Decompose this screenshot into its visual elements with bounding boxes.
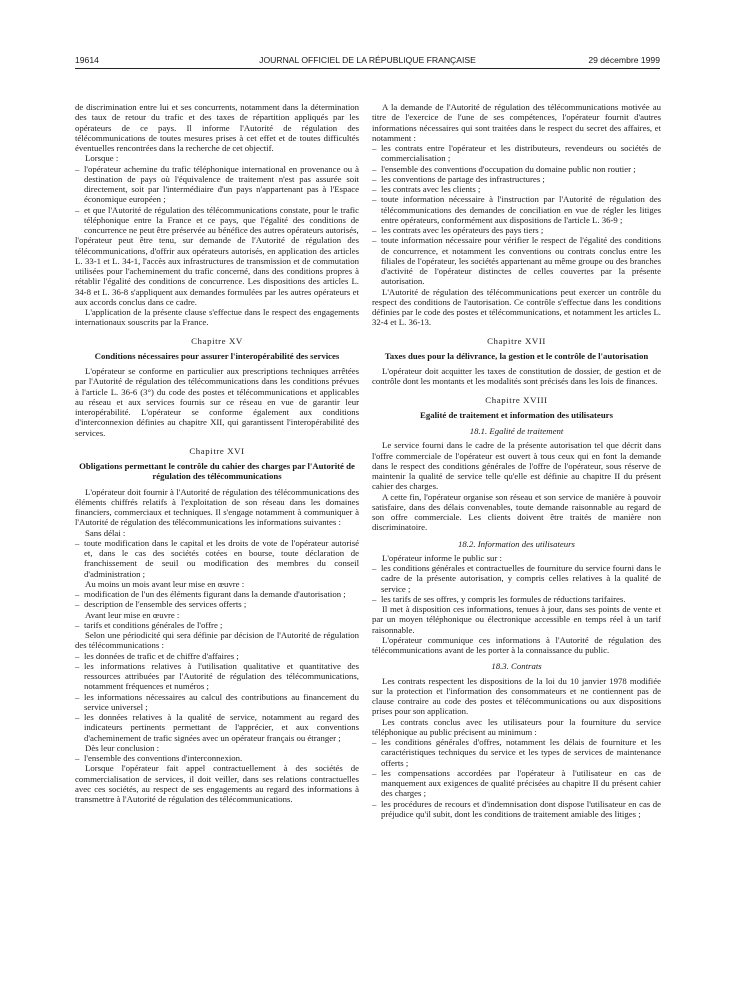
list: [75, 753, 359, 763]
list: [75, 589, 359, 610]
chapter-title: Egalité de traitement et information des utilisateurs: [420, 409, 613, 420]
paragraph: L'opérateur doit acquitter les taxes de constitution de dossier, de gestion et de contrôle dont les montants et les modalités sont précisés dans les lois de finances.: [372, 366, 661, 387]
paragraph: L'opérateur doit fournir à l'Autorité de régulation des télécommunications des éléments chiffrés relatifs à l'exploitation de son réseau dans les domaines financiers, commerciaux et techniques. Il s'engage notamment à communiquer à l'Autorité de régulation des télécommunications les informations suivantes :: [75, 486, 359, 528]
section-heading: 18.3. Contrats: [491, 661, 542, 672]
list-item: – les conventions de partage des infrastructures ;: [372, 174, 661, 184]
chapter-title: Taxes dues pour la délivrance, la gestion et le contrôle de l'autorisation: [384, 350, 649, 361]
list-item: – toute information nécessaire à l'instruction par l'Autorité de régulation des télécommunications des demandes de conciliation en vue de régler les litiges entre opérateurs, conformément aux dispositions de l'article L. 36-9 ;: [372, 194, 661, 225]
paragraph: L'opérateur communique ces informations à l'Autorité de régulation des télécommunications avant de les porter à la connaissance du public.: [372, 634, 661, 655]
paragraph: Lorsque l'opérateur fait appel contractuellement à des sociétés de commercialisation de services, il doit veiller, dans ses relations contractuelles avec ces sociétés, au respect de ses engagements au regard des informations à transmettre à l'Autorité de régulation des télécommunications.: [75, 763, 359, 804]
paragraph: A la demande de l'Autorité de régulation des télécommunications motivée au titre de l'exercice de l'une de ses compétences, l'opérateur fournit d'autres informations nécessaires qui sont traitées dans le respect du secret des affaires, et notamment :: [372, 102, 661, 143]
list: [372, 737, 661, 819]
list-item: – les informations nécessaires au calcul des contributions au financement du service universel ;: [75, 692, 359, 713]
list-item: – l'ensemble des conventions d'occupation du domaine public non routier ;: [372, 164, 661, 174]
list-item: – description de l'ensemble des services offerts ;: [75, 599, 359, 609]
page-number: 19614: [75, 55, 99, 65]
list-item: – les contrats avec les opérateurs des pays tiers ;: [372, 225, 661, 235]
list: [75, 651, 359, 743]
list: [372, 143, 661, 287]
chapter-label: Chapitre XVIII: [485, 394, 548, 405]
list-intro: Au moins un mois avant leur mise en œuvre :: [85, 578, 245, 589]
list-intro: Dès leur conclusion :: [85, 742, 160, 753]
list-intro: Lorsque :: [85, 153, 119, 164]
section-heading: 18.2. Information des utilisateurs: [458, 538, 575, 549]
paragraph: Les contrats respectent les dispositions de la loi du 10 janvier 1978 modifiée sur la protection et l'information des consommateurs et ne contiennent pas de clause contraire au code des postes et télécommunications ou aux dispositions prises pour son application.: [372, 675, 661, 717]
list-item: – tarifs et conditions générales de l'offre ;: [75, 620, 359, 630]
list-intro: L'opérateur informe le public sur :: [382, 552, 502, 563]
paragraph: de discrimination entre lui et ses concurrents, notamment dans la détermination des taux de retour du trafic et des taxes de répartition appliqués par les opérateurs de ce pays. Il informe l'Autorité de régulation des télécommunications de toutes mesures prises à cet effet et de toutes difficultés éventuelles rencontrées dans la recherche de cet objectif.: [75, 102, 359, 153]
journal-title: JOURNAL OFFICIEL DE LA RÉPUBLIQUE FRANÇAISE: [259, 55, 476, 65]
left-column: [75, 102, 359, 804]
chapter-label: Chapitre XVI: [189, 445, 245, 456]
paragraph: Le service fourni dans le cadre de la présente autorisation tel que décrit dans l'offre commerciale de l'opérateur est ouvert à tous ceux qui en font la demande dans le respect des conditions générales de l'offre de l'opérateur, sous réserve de maintenir la qualité de service telle qu'elle est définie au chapitre II du présent cahier des charges.: [372, 440, 661, 492]
list-item: – modification de l'un des éléments figurant dans la demande d'autorisation ;: [75, 589, 359, 599]
chapter-title: Obligations permettant le contrôle du cahier des charges par l'Autorité de régulation des télécommunications: [79, 461, 355, 482]
issue-date: 29 décembre 1999: [588, 55, 660, 65]
list-item: – les conditions générales et contractuelles de fourniture du service fourni dans le cadre de la présente autorisation, y compris celles relatives à la qualité de service ;: [372, 563, 661, 594]
list-item: – les données relatives à la qualité de service, notamment au regard des indicateurs pertinents permettant de l'apprécier, et aux conventions d'acheminement de trafic signées avec un opérateur français ou étranger ;: [75, 712, 359, 743]
list-item: – les tarifs de ses offres, y compris les formules de réductions tarifaires.: [372, 594, 661, 604]
list: [75, 620, 359, 630]
list-item: – les données de trafic et de chiffre d'affaires ;: [75, 651, 359, 661]
chapter-label: Chapitre XVII: [487, 335, 546, 346]
list-item: – les conditions générales d'offres, notamment les délais de fourniture et les caractéristiques techniques du service et les types de services de maintenance offerts ;: [372, 737, 661, 768]
list-item: – et que l'Autorité de régulation des télécommunications constate, pour le trafic téléphonique entre la France et ce pays, que l'égalité des conditions de concurrence ne peut être préservée au bénéfice des autres opérateurs autorisés,: [75, 205, 359, 236]
paragraph: A cette fin, l'opérateur organise son réseau et son service de manière à pouvoir satisfaire, dans des délais convenables, toute demande raisonnable au regard de son offre commerciale. Les clients doivent être traités de manière non discriminatoire.: [372, 491, 661, 533]
page-header: [75, 55, 660, 69]
list-item: – l'ensemble des conventions d'interconnexion.: [75, 753, 359, 763]
paragraph: L'application de la présente clause s'effectue dans le respect des engagements internationaux souscrits par la France.: [75, 307, 359, 328]
header-rule: [75, 68, 660, 69]
paragraph: L'Autorité de régulation des télécommunications peut exercer un contrôle du respect des conditions de l'autorisation. Ce contrôle s'effectue dans les conditions définies par le code des postes et télécommunications, et notamment les articles L. 32-4 et L. 36-13.: [372, 286, 661, 328]
list-item: – toute modification dans le capital et les droits de vote de l'opérateur autorisé et, dans le cas des sociétés cotées en bourse, toute déclaration de franchissement de seuil ou modification des membres du conseil d'administration ;: [75, 538, 359, 579]
list-item: – les contrats entre l'opérateur et les distributeurs, revendeurs ou sociétés de commercialisation ;: [372, 143, 661, 164]
right-column: [372, 102, 661, 819]
chapter-title: Conditions nécessaires pour assurer l'interopérabilité des services: [94, 350, 340, 361]
list: [372, 563, 661, 604]
list-intro: Sans délai :: [85, 527, 126, 538]
list: [75, 164, 359, 236]
list-item: – les compensations accordées par l'opérateur à l'utilisateur en cas de manquement aux exigences de qualité précisées au chapitre II du présent cahier des charges ;: [372, 768, 661, 799]
list-item: – les contrats avec les clients ;: [372, 184, 661, 194]
list-item: – les informations relatives à l'utilisation qualitative et quantitative des ressources attribuées par l'Autorité de régulation des télécommunications, notamment fréquences et numéros ;: [75, 661, 359, 692]
paragraph: L'opérateur se conforme en particulier aux prescriptions techniques arrêtées par l'Autorité de régulation des télécommunications dans les conditions prévues à l'article L. 36-6 (3°) du code des postes et télécommunications et applicables au réseau et aux services fournis sur ce réseau en vue de garantir leur interopérabilité. L'opérateur se conforme également aux conditions d'interconnexion définies au chapitre XII, qui garantissent l'interopérabilité des services.: [75, 366, 359, 438]
paragraph: l'opérateur peut être tenu, sur demande de l'Autorité de régulation des télécommunications, d'offrir aux opérateurs autorisés, en application des articles L. 33-1 et L. 34-1, l'accès aux infrastructures de transmission et de commutation utilisées pour l'acheminement du trafic concerné, dans des conditions propres à rétablir l'égalité des conditions de concurrence. Les dispositions des articles L. 34-8 et L. 36-8 s'appliquent aux demandes formulées par les autres opérateurs et aux accords conclus dans ce cadre.: [75, 235, 359, 307]
list-item: – l'opérateur achemine du trafic téléphonique international en provenance ou à destination de pays où l'équivalence de traitement n'est pas assurée soit directement, soit par l'intermédiaire d'un pays n'appartenant pas à l'Espace économique européen ;: [75, 164, 359, 205]
list: [75, 538, 359, 579]
paragraph: Les contrats conclus avec les utilisateurs pour la fourniture du service téléphonique au public précisent au minimum :: [372, 716, 661, 737]
chapter-label: Chapitre XV: [191, 335, 243, 346]
paragraph: Il met à disposition ces informations, tenues à jour, dans ses points de vente et par un moyen téléphonique ou électronique accessible en temps réel à un tarif raisonnable.: [372, 604, 661, 635]
list-intro: Selon une périodicité qui sera définie par décision de l'Autorité de régulation des télécommunications :: [75, 630, 359, 651]
list-item: – toute information nécessaire pour vérifier le respect de l'égalité des conditions de concurrence, et notamment les conventions ou contrats conclus entre les filiales de l'opérateur, les sociétés appartenant au même groupe ou des branches d'activité de l'opérateur distinctes de celles couvertes par la présente autorisation.: [372, 235, 661, 286]
list-intro: Avant leur mise en œuvre :: [85, 609, 180, 620]
section-heading: 18.1. Egalité de traitement: [469, 426, 564, 436]
list-item: – les procédures de recours et d'indemnisation dont dispose l'utilisateur en cas de préjudice qu'il subit, dont les conditions de traitement amiable des litiges ;: [372, 799, 661, 820]
